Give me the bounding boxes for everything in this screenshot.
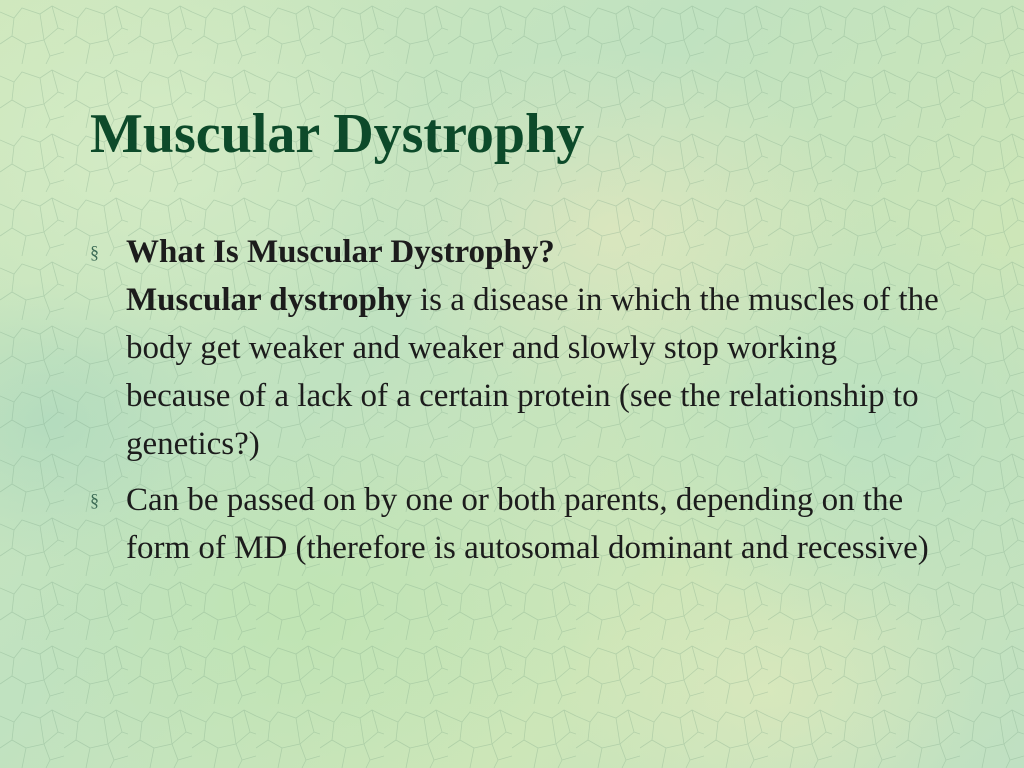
square-bullet-icon: § xyxy=(90,242,99,262)
bullet-definition-text: is a disease in which the muscles of the body get weaker and weaker and slowly stop working because of a lack of a certain protein (see the relationship to genetics?) xyxy=(126,282,939,462)
bullet-inheritance-text: Can be passed on by one or both parents, depending on the form of MD (therefore is autosomal dominant and recessive) xyxy=(126,482,929,566)
bullet-term: Muscular dystrophy xyxy=(126,282,412,318)
square-bullet-icon: § xyxy=(90,490,99,510)
bullet-item-inheritance xyxy=(90,476,940,572)
bullet-item-definition xyxy=(90,228,940,468)
slide-title: Muscular Dystrophy xyxy=(90,103,585,165)
bullet-list xyxy=(90,228,940,580)
bullet-heading: What Is Muscular Dystrophy? xyxy=(126,234,555,270)
